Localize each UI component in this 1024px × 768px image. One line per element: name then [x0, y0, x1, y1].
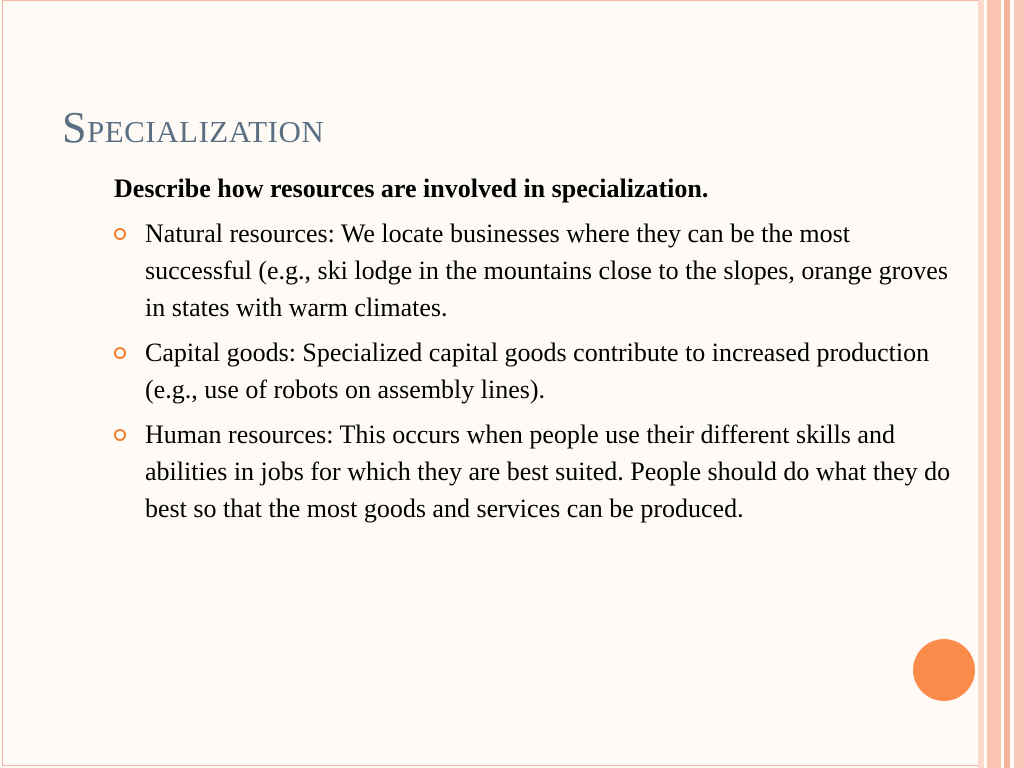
- lead-question: Describe how resources are involved in specialization.: [114, 174, 709, 203]
- bullet-circle-icon: [114, 429, 126, 441]
- bullet-item-natural-resources: [114, 215, 962, 326]
- bullet-circle-icon: [114, 228, 126, 240]
- decorative-circle: [913, 639, 975, 701]
- bullet-text: Capital goods: Specialized capital goods contribute to increased production (e.g., use of robots on assembly lines).: [145, 338, 930, 404]
- bullet-text: Natural resources: We locate businesses where they can be the most successful (e.g., ski lodge in the mountains close to the slopes, orange groves in states with warm climates.: [145, 219, 948, 322]
- bullet-circle-icon: [114, 347, 126, 359]
- bullet-item-capital-goods: [114, 334, 962, 408]
- stripe: [987, 0, 1001, 768]
- bullet-text: Human resources: This occurs when people use their different skills and abilities in jobs for which they are best suited. People should do what they do best so that the most goods and services can be produced.: [145, 420, 951, 523]
- right-decorative-stripes: [978, 0, 1024, 768]
- slide-body: [114, 170, 962, 535]
- bullet-item-human-resources: [114, 416, 962, 527]
- stripe: [1014, 0, 1024, 768]
- slide-title: Specialization: [62, 103, 325, 152]
